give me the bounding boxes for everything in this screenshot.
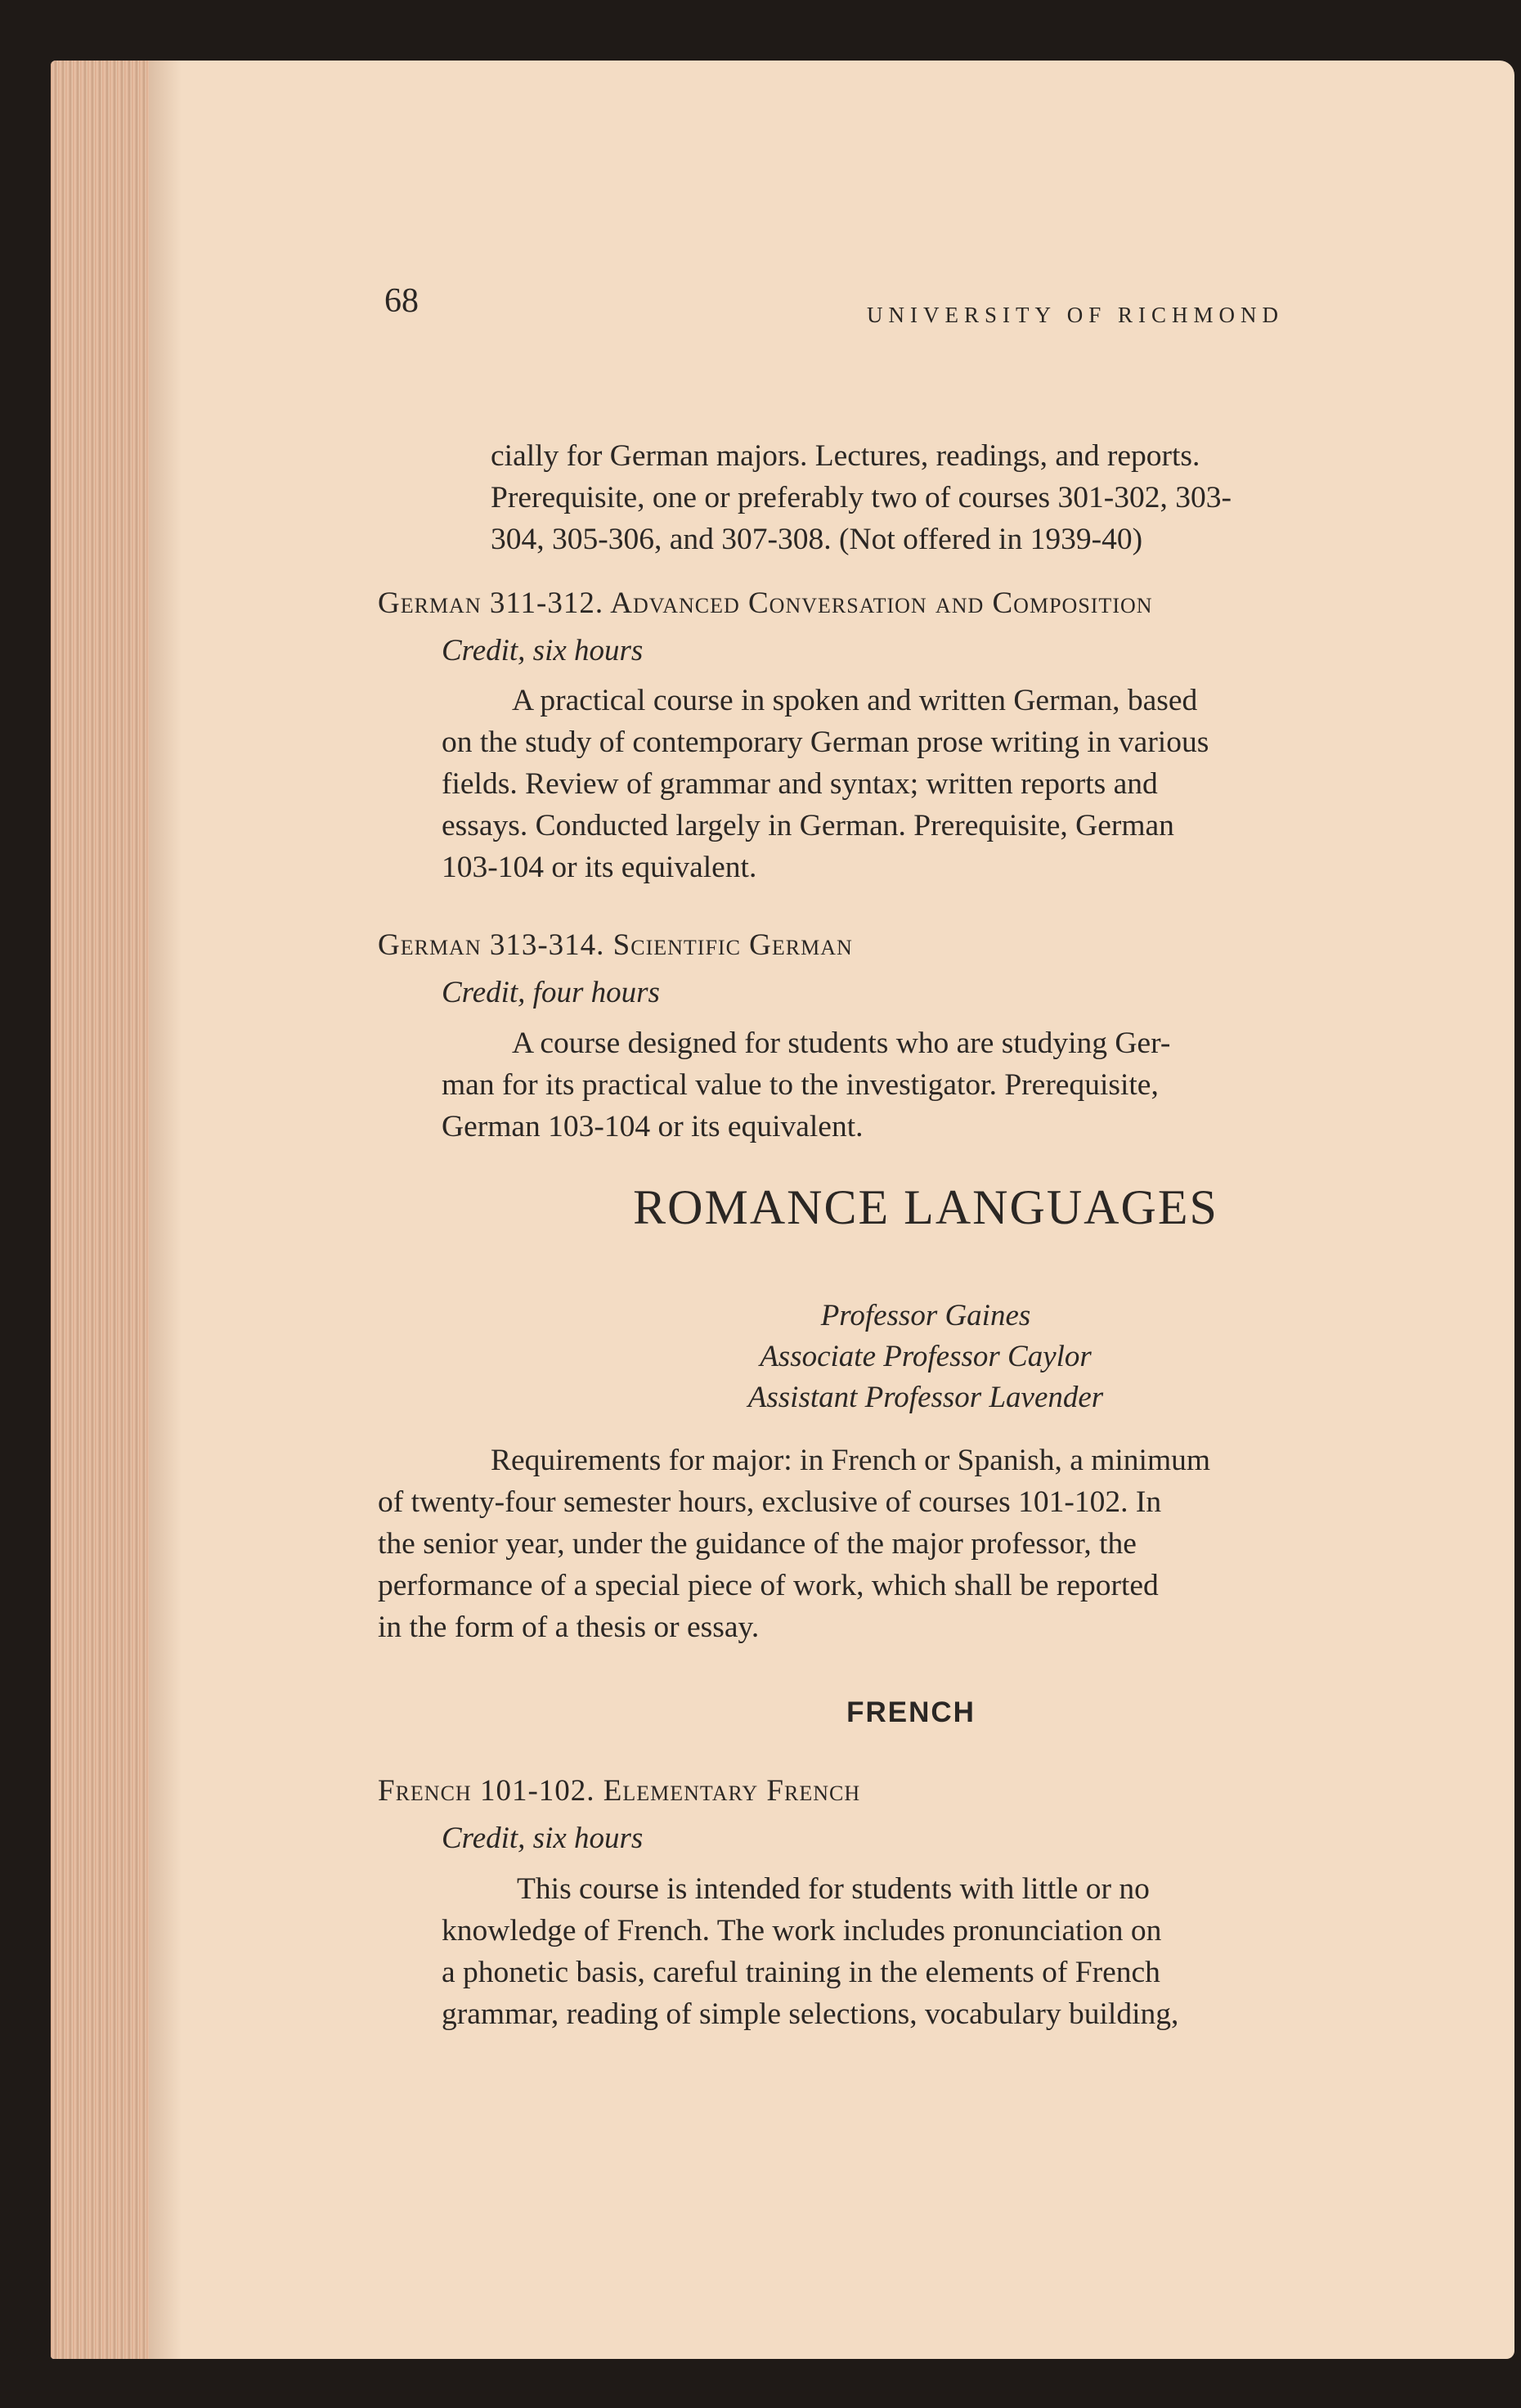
section-title: ROMANCE LANGUAGES [633, 1180, 1218, 1234]
text-line: a phonetic basis, careful training in the elements of French [442, 1956, 1160, 1989]
text-line: knowledge of French. The work includes pronunciation on [442, 1914, 1162, 1948]
running-title: UNIVERSITY OF RICHMOND [867, 303, 1285, 327]
text-line: German 103-104 or its equivalent. [442, 1110, 864, 1143]
text-line: essays. Conducted largely in German. Prerequisite, German [442, 809, 1174, 842]
text-line: performance of a special piece of work, which shall be reported [378, 1569, 1159, 1602]
course-credit: Credit, four hours [442, 976, 660, 1009]
page-number: 68 [384, 282, 419, 320]
course-heading-german-313-314: German 313-314. Scientific German [378, 928, 853, 962]
course-credit: Credit, six hours [442, 634, 644, 667]
course-heading-german-311-312: German 311-312. Advanced Conversation and Composition [378, 586, 1153, 620]
faculty-list [541, 1296, 1310, 1418]
course-description [442, 680, 1444, 888]
text-line: in the form of a thesis or essay. [378, 1611, 760, 1644]
book-page [51, 61, 1514, 2359]
text-line: 103-104 or its equivalent. [442, 851, 757, 884]
text-line: of twenty-four semester hours, exclusive of courses 101-102. In [378, 1485, 1162, 1519]
course-heading-french-101-102: French 101-102. Elementary French [378, 1774, 861, 1808]
text-line: A course designed for students who are studying Ger- [512, 1027, 1171, 1060]
faculty-member: Associate Professor Caylor [760, 1340, 1092, 1373]
text-line: Requirements for major: in French or Spanish, a minimum [491, 1444, 1211, 1477]
faculty-member: Assistant Professor Lavender [747, 1381, 1104, 1414]
text-line: A practical course in spoken and written German, based [512, 684, 1198, 717]
subsection-heading: FRENCH [846, 1696, 976, 1728]
course-description [442, 1022, 1444, 1148]
course-description [442, 1868, 1444, 2035]
faculty-member: Professor Gaines [820, 1299, 1031, 1332]
requirements-paragraph [378, 1440, 1444, 1648]
page-content [51, 61, 1514, 2359]
course-credit: Credit, six hours [442, 1822, 644, 1855]
text-line: grammar, reading of simple selections, vocabulary building, [442, 1997, 1179, 2031]
continuation-paragraph [491, 435, 1444, 560]
text-line: man for its practical value to the investigator. Prerequisite, [442, 1068, 1159, 1102]
text-line: This course is intended for students with little or no [517, 1872, 1150, 1906]
text-line: on the study of contemporary German prose writing in various [442, 726, 1209, 759]
text-line: cially for German majors. Lectures, readings, and reports. [491, 439, 1200, 473]
text-line: fields. Review of grammar and syntax; written reports and [442, 767, 1158, 801]
text-line: Prerequisite, one or preferably two of courses 301-302, 303- [491, 481, 1232, 514]
text-line: the senior year, under the guidance of the major professor, the [378, 1527, 1137, 1561]
text-line: 304, 305-306, and 307-308. (Not offered in 1939-40) [491, 523, 1143, 556]
